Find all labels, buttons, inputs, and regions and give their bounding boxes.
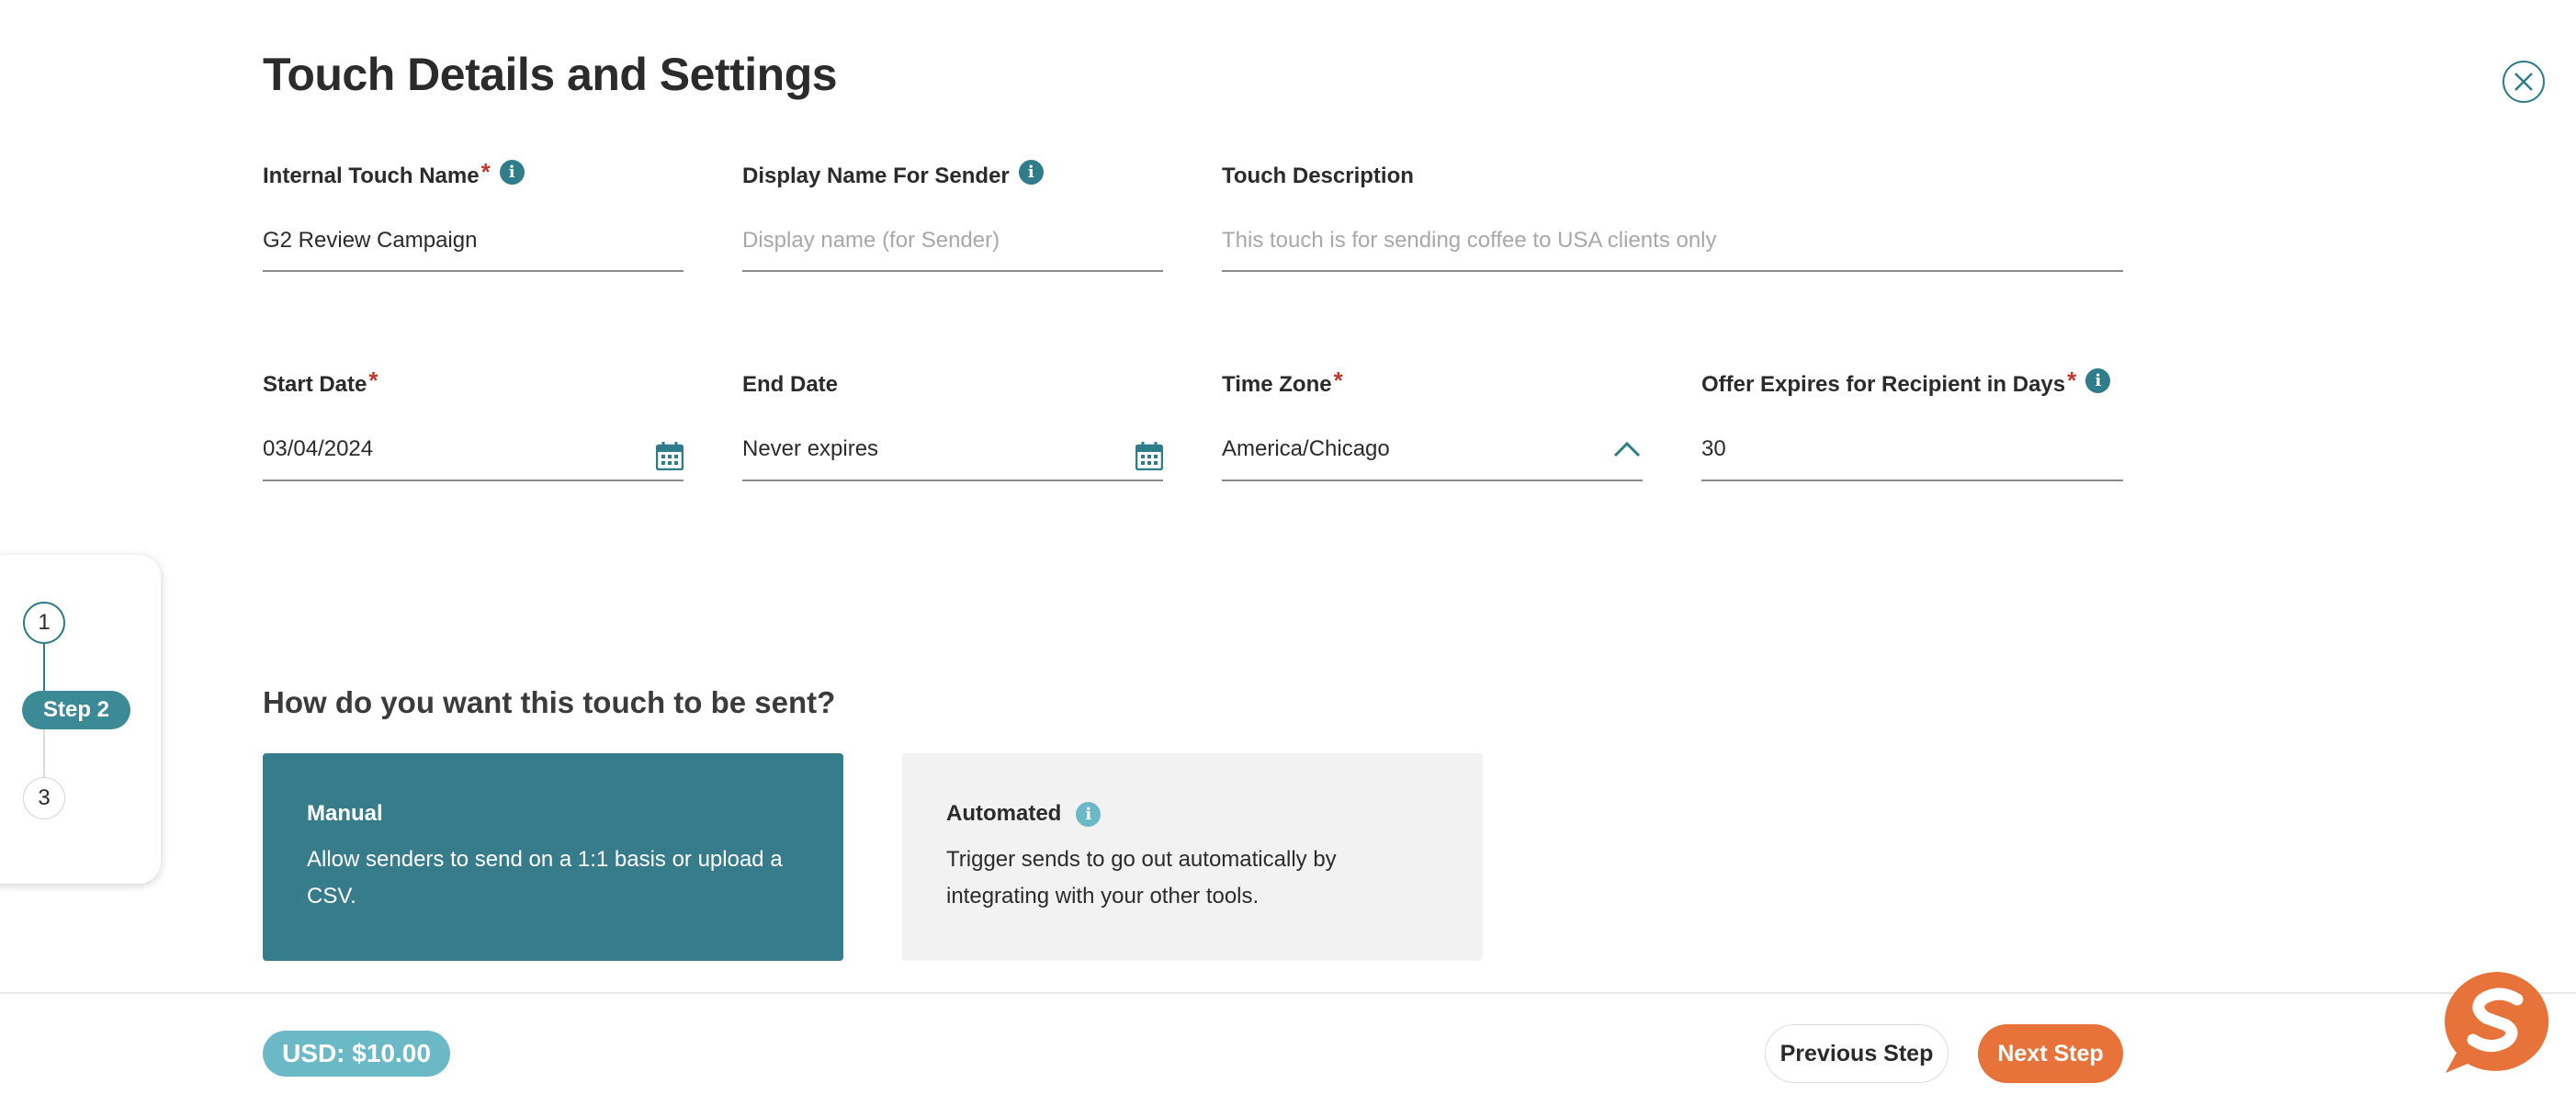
step-1[interactable]: 1 [23, 602, 65, 644]
info-icon[interactable]: i [500, 160, 525, 185]
info-icon[interactable]: i [2085, 368, 2110, 393]
calendar-icon[interactable] [1135, 441, 1163, 470]
required-marker: * [368, 367, 378, 394]
send-method-question: How do you want this touch to be sent? [263, 685, 836, 719]
close-button[interactable] [2503, 61, 2545, 103]
calendar-icon[interactable] [656, 441, 684, 470]
page-title: Touch Details and Settings [263, 49, 838, 100]
automated-description: Trigger sends to go out automatically by integrating with your other tools. [946, 847, 1337, 908]
info-icon[interactable]: i [1019, 160, 1044, 185]
display-name-label: Display Name For Sender i [742, 164, 1044, 189]
time-zone-label: Time Zone * [1222, 367, 1343, 397]
chat-logo-icon[interactable] [2442, 968, 2556, 1078]
manual-title: Manual [307, 801, 383, 826]
offer-expires-label: Offer Expires for Recipient in Days * i [1701, 372, 2110, 398]
start-date-input[interactable]: 03/04/2024 [263, 435, 684, 481]
manual-option-card[interactable] [263, 753, 843, 961]
time-zone-select[interactable]: America/Chicago [1222, 435, 1643, 481]
price-badge: USD: $10.00 [263, 1031, 450, 1077]
manual-description: Allow senders to send on a 1:1 basis or upload a CSV. [307, 847, 783, 908]
next-step-button[interactable]: Next Step [1978, 1024, 2123, 1083]
touch-description-label: Touch Description [1222, 164, 1414, 188]
info-icon[interactable]: i [1076, 802, 1101, 827]
required-marker: * [480, 158, 491, 186]
footer-divider [0, 992, 2576, 994]
required-marker: * [2067, 367, 2077, 394]
start-date-label: Start Date * [263, 367, 378, 397]
automated-option-card[interactable] [902, 753, 1483, 961]
step-connector [43, 729, 45, 778]
internal-touch-name-input[interactable]: G2 Review Campaign [263, 228, 684, 272]
internal-touch-name-label: Internal Touch Name * i [263, 164, 525, 189]
step-connector [43, 644, 45, 691]
close-icon [2513, 71, 2535, 93]
offer-expires-input[interactable]: 30 [1701, 435, 2123, 481]
end-date-label: End Date [742, 372, 839, 397]
step-2-current: Step 2 [22, 691, 130, 729]
previous-step-button[interactable]: Previous Step [1765, 1024, 1949, 1083]
touch-description-input[interactable]: This touch is for sending coffee to USA clients only [1222, 228, 2123, 272]
display-name-input[interactable]: Display name (for Sender) [742, 228, 1163, 272]
chevron-up-icon[interactable] [1613, 441, 1641, 457]
automated-title: Automated [946, 801, 1062, 826]
required-marker: * [1333, 367, 1343, 394]
end-date-input[interactable]: Never expires [742, 435, 1163, 481]
step-3[interactable]: 3 [23, 777, 65, 819]
